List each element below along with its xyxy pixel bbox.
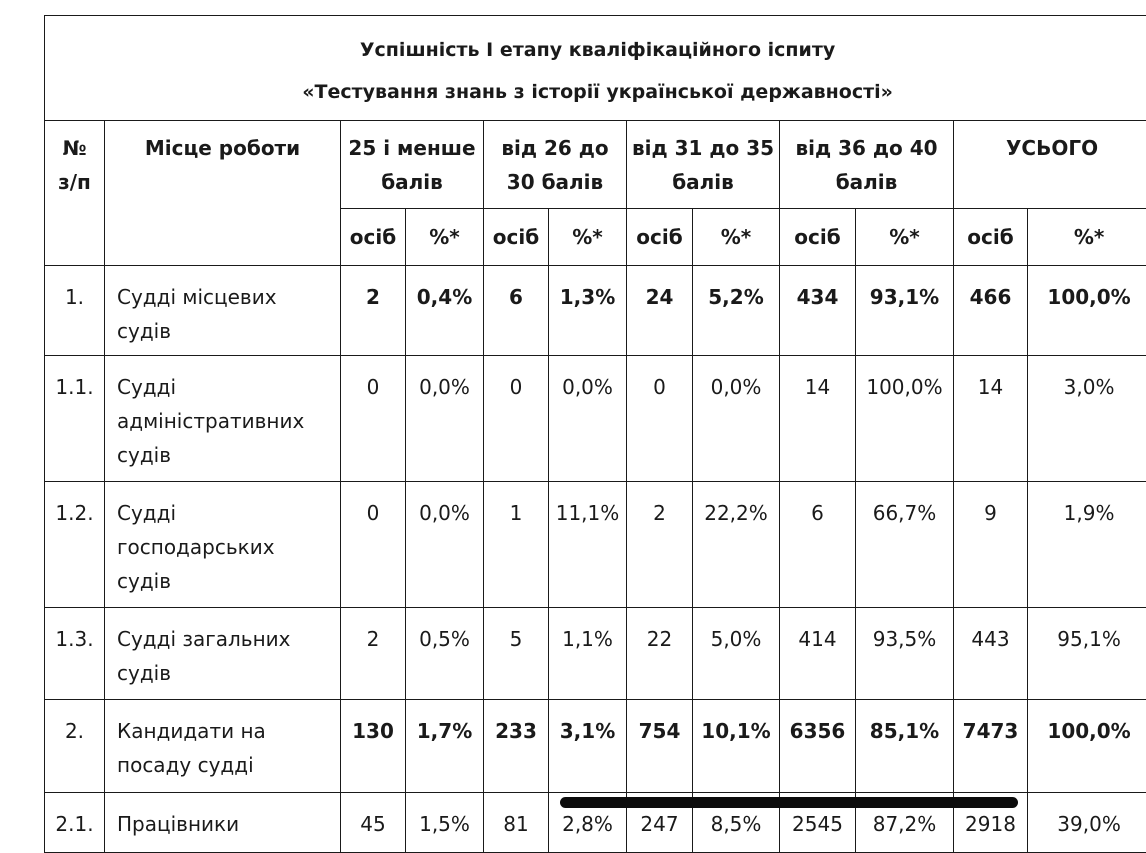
cell-value: 0,0% bbox=[406, 356, 484, 482]
cell-value: 5 bbox=[484, 608, 549, 700]
cell-value: 2 bbox=[341, 608, 406, 700]
cell-value: 233 bbox=[484, 700, 549, 793]
cell-value: 24 bbox=[627, 266, 693, 356]
subheader-percent: %* bbox=[856, 209, 954, 266]
subheader-percent: %* bbox=[1028, 209, 1146, 266]
table-row bbox=[45, 356, 1146, 482]
cell-value: 5,2% bbox=[693, 266, 780, 356]
row-place: Кандидати на посаду судді bbox=[105, 700, 341, 793]
cell-value: 39,0% bbox=[1028, 793, 1146, 853]
cell-value: 66,7% bbox=[856, 482, 954, 608]
header-group-31-35: від 31 до 35 балів bbox=[627, 121, 780, 209]
subheader-percent: %* bbox=[549, 209, 627, 266]
cell-value: 14 bbox=[780, 356, 856, 482]
cell-value: 0 bbox=[627, 356, 693, 482]
cell-value: 45 bbox=[341, 793, 406, 853]
cell-value: 6356 bbox=[780, 700, 856, 793]
subheader-persons: осіб bbox=[954, 209, 1028, 266]
row-number: 2.1. bbox=[45, 793, 105, 853]
row-place: Судді загальних судів bbox=[105, 608, 341, 700]
cell-value: 3,1% bbox=[549, 700, 627, 793]
cell-value: 2,8% bbox=[549, 793, 627, 853]
cell-value: 81 bbox=[484, 793, 549, 853]
cell-value: 2918 bbox=[954, 793, 1028, 853]
row-number: 2. bbox=[45, 700, 105, 793]
cell-value: 130 bbox=[341, 700, 406, 793]
cell-value: 9 bbox=[954, 482, 1028, 608]
table-title bbox=[45, 16, 1146, 121]
title-row bbox=[45, 16, 1146, 121]
cell-value: 6 bbox=[484, 266, 549, 356]
cell-value: 247 bbox=[627, 793, 693, 853]
cell-value: 14 bbox=[954, 356, 1028, 482]
title-line-2: «Тестування знань з історії української державності» bbox=[45, 71, 1146, 113]
cell-value: 0 bbox=[341, 356, 406, 482]
cell-value: 6 bbox=[780, 482, 856, 608]
cell-value: 100,0% bbox=[856, 356, 954, 482]
title-line-1: Успішність І етапу кваліфікаційного іспиту bbox=[45, 29, 1146, 71]
cell-value: 3,0% bbox=[1028, 356, 1146, 482]
cell-value: 1,5% bbox=[406, 793, 484, 853]
row-number: 1. bbox=[45, 266, 105, 356]
row-place: Працівники bbox=[105, 793, 341, 853]
table-row bbox=[45, 700, 1146, 793]
cell-value: 0,4% bbox=[406, 266, 484, 356]
cell-value: 414 bbox=[780, 608, 856, 700]
row-place: Судді місцевих судів bbox=[105, 266, 341, 356]
cell-value: 7473 bbox=[954, 700, 1028, 793]
header-row bbox=[45, 121, 1146, 209]
cell-value: 434 bbox=[780, 266, 856, 356]
cell-value: 1,1% bbox=[549, 608, 627, 700]
cell-value: 10,1% bbox=[693, 700, 780, 793]
subheader-persons: осіб bbox=[484, 209, 549, 266]
cell-value: 2545 bbox=[780, 793, 856, 853]
row-number: 1.2. bbox=[45, 482, 105, 608]
cell-value: 2 bbox=[341, 266, 406, 356]
cell-value: 0 bbox=[484, 356, 549, 482]
table-row bbox=[45, 482, 1146, 608]
subheader-percent: %* bbox=[693, 209, 780, 266]
table-row bbox=[45, 266, 1146, 356]
cell-value: 1 bbox=[484, 482, 549, 608]
cell-value: 93,1% bbox=[856, 266, 954, 356]
header-group-36-40: від 36 до 40 балів bbox=[780, 121, 954, 209]
cell-value: 443 bbox=[954, 608, 1028, 700]
cell-value: 87,2% bbox=[856, 793, 954, 853]
header-group-25-less: 25 і менше балів bbox=[341, 121, 484, 209]
row-place: Судді адміністративних судів bbox=[105, 356, 341, 482]
cell-value: 11,1% bbox=[549, 482, 627, 608]
cell-value: 22 bbox=[627, 608, 693, 700]
subheader-percent: %* bbox=[406, 209, 484, 266]
subheader-persons: осіб bbox=[780, 209, 856, 266]
cell-value: 2 bbox=[627, 482, 693, 608]
cell-value: 85,1% bbox=[856, 700, 954, 793]
cell-value: 0,0% bbox=[549, 356, 627, 482]
subheader-persons: осіб bbox=[341, 209, 406, 266]
redaction-marker-stroke bbox=[560, 797, 1018, 808]
cell-value: 1,9% bbox=[1028, 482, 1146, 608]
cell-value: 93,5% bbox=[856, 608, 954, 700]
success-table bbox=[44, 15, 1146, 853]
cell-value: 466 bbox=[954, 266, 1028, 356]
cell-value: 0,5% bbox=[406, 608, 484, 700]
cell-value: 1,7% bbox=[406, 700, 484, 793]
row-place: Судді господарських судів bbox=[105, 482, 341, 608]
cell-value: 95,1% bbox=[1028, 608, 1146, 700]
row-number: 1.1. bbox=[45, 356, 105, 482]
cell-value: 754 bbox=[627, 700, 693, 793]
cell-value: 8,5% bbox=[693, 793, 780, 853]
header-place: Місце роботи bbox=[105, 121, 341, 266]
subheader-persons: осіб bbox=[627, 209, 693, 266]
cell-value: 100,0% bbox=[1028, 266, 1146, 356]
cell-value: 1,3% bbox=[549, 266, 627, 356]
table-row bbox=[45, 608, 1146, 700]
row-number: 1.3. bbox=[45, 608, 105, 700]
cell-value: 0 bbox=[341, 482, 406, 608]
header-num: № з/п bbox=[45, 121, 105, 266]
cell-value: 0,0% bbox=[693, 356, 780, 482]
header-group-total: УСЬОГО bbox=[954, 121, 1146, 209]
cell-value: 5,0% bbox=[693, 608, 780, 700]
cell-value: 100,0% bbox=[1028, 700, 1146, 793]
cell-value: 22,2% bbox=[693, 482, 780, 608]
cell-value: 0,0% bbox=[406, 482, 484, 608]
header-group-26-30: від 26 до 30 балів bbox=[484, 121, 627, 209]
